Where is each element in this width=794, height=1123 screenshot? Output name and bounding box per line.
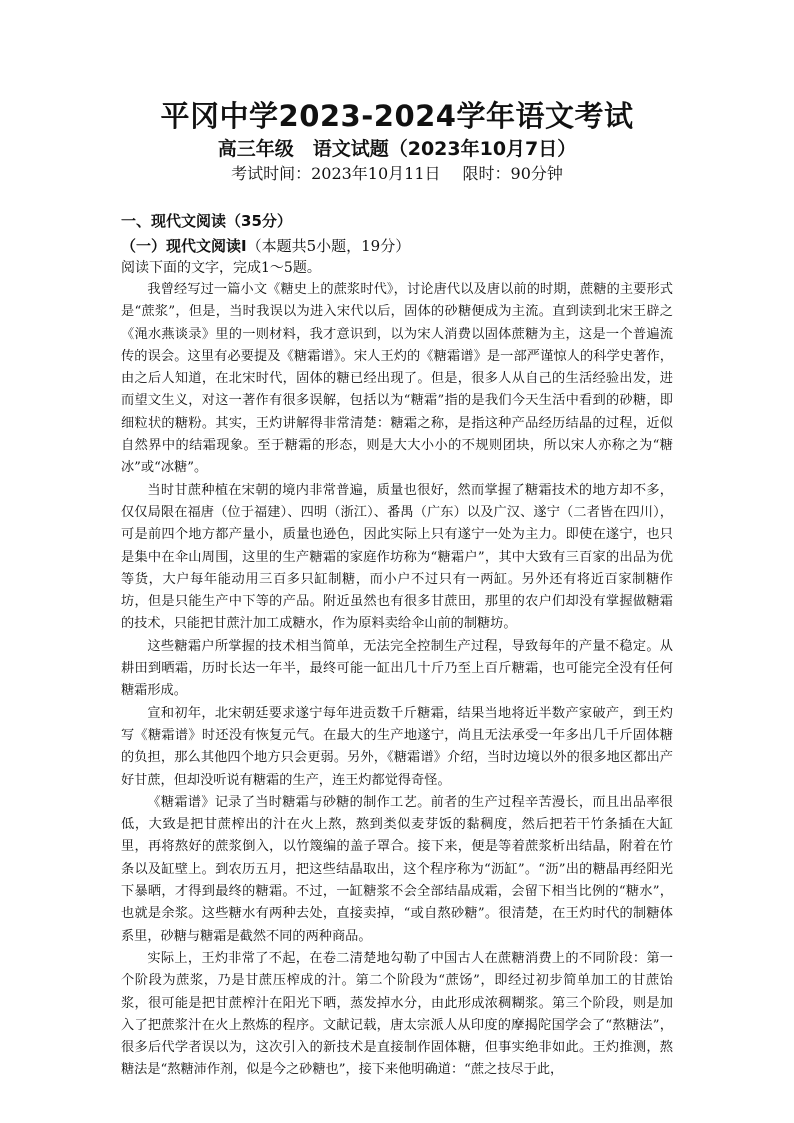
passage-paragraph: 宣和初年，北宋朝廷要求遂宁每年进贡数千斤糖霜，结果当地将近半数产家破产，到王灼写《糖霜谱》时还没有恢复元气。在最大的生产地遂宁，尚且无法承受一年多出几千斤固体糖的负担，那么其他四个地方只会更弱。另外，《糖霜谱》介绍，当时边境以外的很多地区都出产好甘蔗，但却没听说有糖霜的生产，连王灼都觉得奇怪。	[121, 705, 673, 788]
passage-paragraph: 当时甘蔗种植在宋朝的境内非常普遍，质量也很好，然而掌握了糖霜技术的地方却不多，仅仅局限在福唐（位于福建）、四明（浙江）、番禺（广东）以及广汉、遂宁（二者皆在四川），可是前四个地方都产量小，质量也逊色，因此实际上只有遂宁一处为主力。即使在遂宁，也只是集中在伞山周围，这里的生产糖霜的家庭作坊称为“糖霜户”，其中大致有三百家的出品为优等货，大户每年能动用三百多只缸制糖，而小户不过只有一两缸。另外还有将近百家制糖作坊，但是只能生产中下等的产品。附近虽然也有很多甘蔗田，那里的农户们却没有掌握做糖霜的技术，只能把甘蔗汁加工成糖水，作为原料卖给伞山前的制糖坊。	[121, 482, 673, 632]
exam-subtitle: 高三年级 语文试题（2023年10月7日）	[217, 138, 577, 160]
sub-section-title: （一）现代文阅读Ⅰ	[121, 237, 247, 255]
passage-paragraph: 《糖霜谱》记录了当时糖霜与砂糖的制作工艺。前者的生产过程辛苦漫长，而且出品率很低，大致是把甘蔗榨出的汁在火上熬，熬到类似麦芽饭的黏稠度，然后把若干竹条插在大缸里，再将熬好的蔗浆倒入，以竹篾编的盖子罩合。接下来，便是等着蔗浆析出结晶，附着在竹条以及缸壁上。到农历五月，把这些结晶取出，这个程序称为“沥缸”。“沥”出的糖晶再经阳光下暴晒，才得到最终的糖霜。不过，一缸糖浆不会全部结晶成霜，会留下相当比例的“糖水”，也就是余浆。这些糖水有两种去处，直接卖掉，“或自熬砂糖”。很清楚，在王灼时代的制糖体系里，砂糖与糖霜是截然不同的两种商品。	[121, 794, 673, 944]
exam-info-line	[0, 163, 794, 185]
exam-title: 平冈中学2023-2024学年语文考试	[160, 99, 634, 133]
reading-instruction: 阅读下面的文字，完成1～5题。	[121, 260, 321, 276]
section-heading: 一、现代文阅读（35分）	[121, 212, 292, 230]
passage-paragraph: 这些糖霜户所掌握的技术相当简单，无法完全控制生产过程，导致每年的产量不稳定。从耕田到晒霜，历时长达一年半，最终可能一缸出几十斤乃至上百斤糖霜，也可能完全没有任何糖霜形成。	[121, 638, 673, 699]
passage-paragraph: 实际上，王灼非常了不起，在卷二清楚地勾勒了中国古人在蔗糖消费上的不同阶段：第一个阶段为蔗浆，乃是甘蔗压榨成的汁。第二个阶段为“蔗饧”，即经过初步简单加工的甘蔗饴浆，很可能是把甘蔗榨汁在阳光下晒，蒸发掉水分，由此形成浓稠糊浆。第三个阶段，则是加入了把蔗浆汁在火上熬炼的程序。文献记载，唐太宗派人从印度的摩揭陀国学会了“熬糖法”，很多后代学者误以为，这次引入的新技术是直接制作固体糖，但事实绝非如此。王灼推测，熬糖法是“熬糖沛作剂，似是今之砂糖也”，接下来他明确道：“蔗之技尽于此，	[121, 950, 673, 1078]
sub-section-note: （本题共5小题，19分）	[246, 237, 411, 255]
sub-section-heading	[121, 235, 410, 257]
exam-time: 考试时间：2023年10月11日	[231, 164, 441, 183]
time-limit: 限时：90分钟	[462, 164, 563, 183]
reading-passage	[121, 279, 673, 1082]
passage-paragraph: 我曾经写过一篇小文《糖史上的蔗浆时代》，讨论唐代以及唐以前的时期，蔗糖的主要形式是“蔗浆”，但是，当时我误以为进入宋代以后，固体的砂糖便成为主流。直到读到北宋王辟之《渑水燕谈录》里的一则材料，我才意识到，以为宋人消费以固体蔗糖为主，这是一个普遍流传的误会。这里有必要提及《糖霜谱》。宋人王灼的《糖霜谱》是一部严谨惊人的科学史著作，由之后人知道，在北宋时代，固体的糖已经出现了。但是，很多人从自己的生活经验出发，进而望文生义，对这一著作有很多误解，包括以为“糖霜”指的是我们今天生活中看到的砂糖，即细粒状的糖粉。其实，王灼讲解得非常清楚：糖霜之称，是指这种产品经历结晶的过程，近似自然界中的结霜现象。至于糖霜的形态，则是大大小小的不规则团块，所以宋人亦称之为“糖冰”或“冰糖”。	[121, 282, 673, 476]
